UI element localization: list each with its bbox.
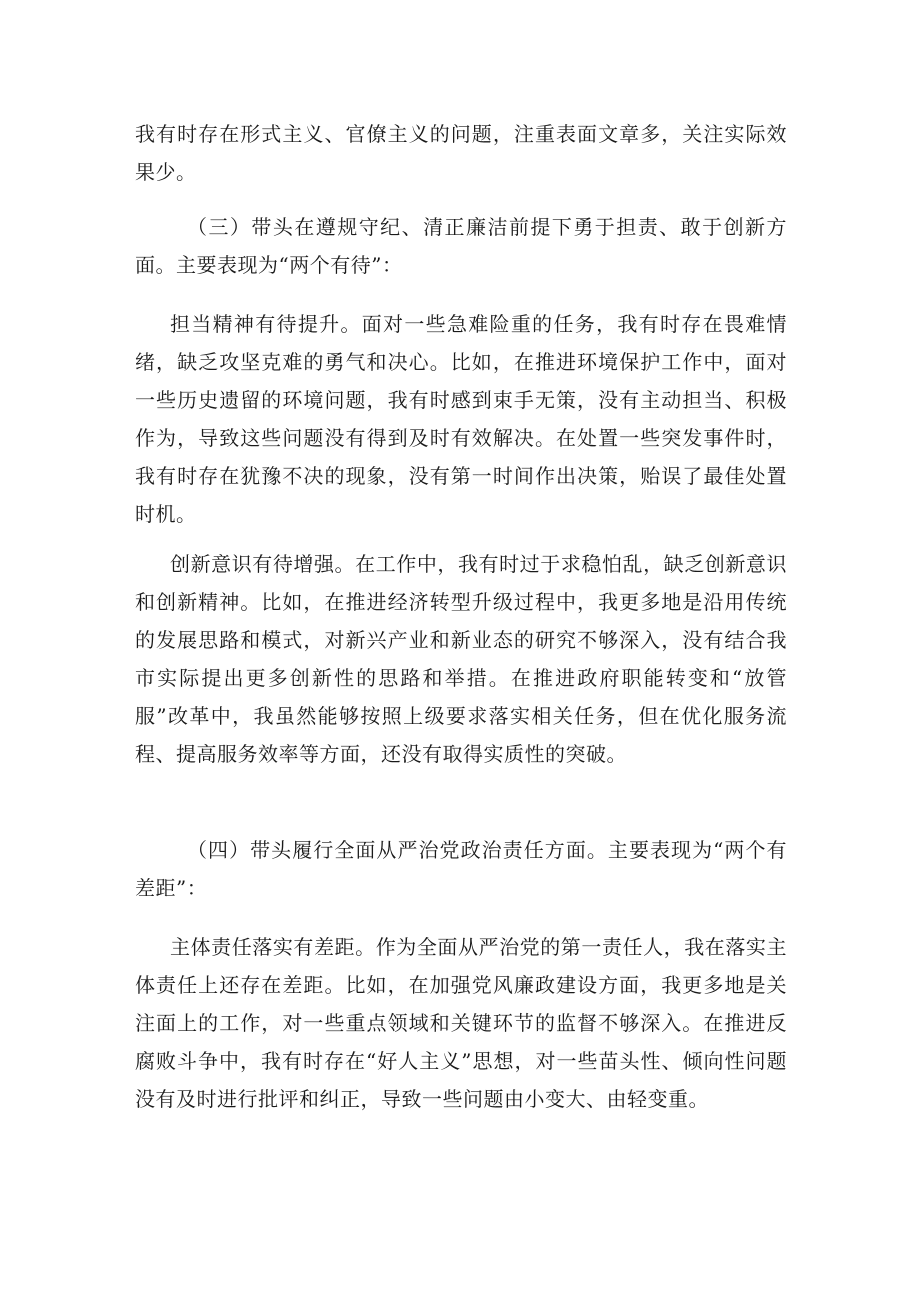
paragraph-responsibility: 担当精神有待提升。面对一些急难险重的任务，我有时存在畏难情绪，缺乏攻坚克难的勇气和决心。比如，在推进环境保护工作中，面对一些历史遗留的环境问题，我有时感到束手无策，没有主动担当、积极作为，导致这些问题没有得到及时有效解决。在处置一些突发事件时，我有时存在犹豫不决的现象，没有第一时间作出决策，贻误了最佳处置时机。 [135,312,787,526]
paragraph-innovation: 创新意识有待增强。在工作中，我有时过于求稳怕乱，缺乏创新意识和创新精神。比如，在推进经济转型升级过程中，我更多地是沿用传统的发展思路和模式，对新兴产业和新业态的研究不够深入，没有结合我市实际提出更多创新性的思路和举措。在推进政府职能转变和“放管服”改革中，我虽然能够按照上级要求落实相关任务，但在优化服务流程、提高服务效率等方面，还没有取得实质性的突破。 [135,552,787,766]
paragraph-main-responsibility: 主体责任落实有差距。作为全面从严治党的第一责任人，我在落实主体责任上还存在差距。比如，在加强党风廉政建设方面，我更多地是关注面上的工作，对一些重点领域和关键环节的监督不够深入。在推进反腐败斗争中，我有时存在“好人主义”思想，对一些苗头性、倾向性问题没有及时进行批评和纠正，导致一些问题由小变大、由轻变重。 [135,935,787,1111]
section-heading-four: （四）带头履行全面从严治党政治责任方面。主要表现为“两个有差距”： [135,838,787,900]
section-heading-three: （三）带头在遵规守纪、清正廉洁前提下勇于担责、敢于创新方面。主要表现为“两个有待”： [135,215,787,277]
paragraph-continuation: 我有时存在形式主义、官僚主义的问题，注重表面文章多，关注实际效果少。 [135,122,787,184]
